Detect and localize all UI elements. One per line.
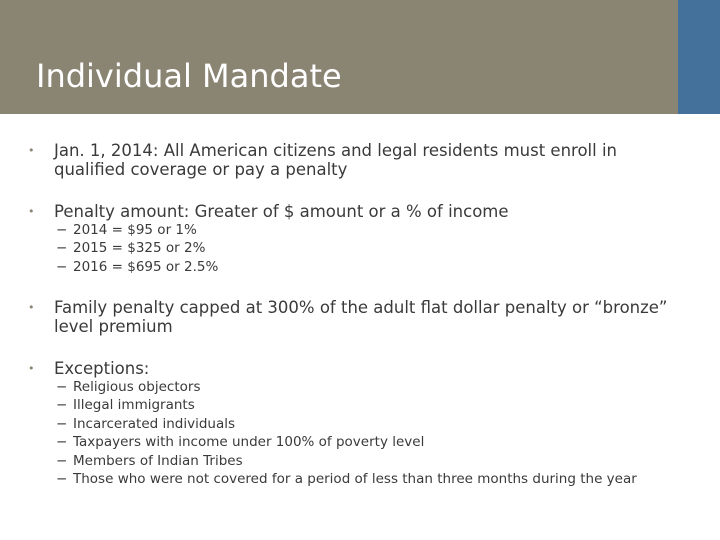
sub-item-text: Members of Indian Tribes <box>73 452 243 469</box>
sub-item <box>56 221 676 239</box>
sub-item <box>56 415 676 433</box>
sub-item-text: 2015 = $325 or 2% <box>73 240 206 257</box>
bullet-marker: • <box>28 144 35 157</box>
sub-marker: − <box>56 397 68 414</box>
sub-item-text: Those who were not covered for a period of less than three months during the year <box>73 471 637 488</box>
bullet-family-penalty <box>28 298 678 336</box>
sub-item-text: Illegal immigrants <box>73 397 195 414</box>
sub-item-text: Religious objectors <box>73 379 201 395</box>
sub-item-text: 2016 = $695 or 2.5% <box>73 258 219 275</box>
bullet-marker: • <box>28 362 35 375</box>
sub-item <box>56 470 676 488</box>
sub-item <box>56 239 676 257</box>
bullet-marker: • <box>28 301 35 314</box>
bullet-text: Penalty amount: Greater of $ amount or a % of income <box>54 202 509 221</box>
bullet-text: Family penalty capped at 300% of the adult flat dollar penalty or “bronze” level premium <box>54 298 668 336</box>
sub-marker: − <box>56 258 68 275</box>
sub-item <box>56 396 676 414</box>
sub-marker: − <box>56 240 68 257</box>
sub-marker: − <box>56 379 68 395</box>
bullet-enrollment <box>28 141 678 179</box>
sub-marker: − <box>56 222 68 238</box>
exceptions-sub-list <box>56 378 676 488</box>
sub-item-text: Incarcerated individuals <box>73 415 236 432</box>
sub-marker: − <box>56 434 68 451</box>
bullet-text: Jan. 1, 2014: All American citizens and legal residents must enroll in qualified coverage or pay a penalty <box>54 141 617 179</box>
sub-marker: − <box>56 452 68 469</box>
sub-item-text: Taxpayers with income under 100% of poverty level <box>73 434 425 451</box>
sub-item-text: 2014 = $95 or 1% <box>73 222 197 238</box>
penalty-sub-list <box>56 221 676 276</box>
bullet-marker: • <box>28 205 35 218</box>
sub-marker: − <box>56 471 68 488</box>
sub-item <box>56 378 676 396</box>
sub-item <box>56 452 676 470</box>
bullet-penalty-amount <box>28 202 678 221</box>
sub-marker: − <box>56 415 68 432</box>
sub-item <box>56 258 676 276</box>
slide-title: Individual Mandate <box>36 57 342 95</box>
bullet-exceptions <box>28 359 678 378</box>
bullet-text: Exceptions: <box>54 359 150 378</box>
sub-item <box>56 433 676 451</box>
